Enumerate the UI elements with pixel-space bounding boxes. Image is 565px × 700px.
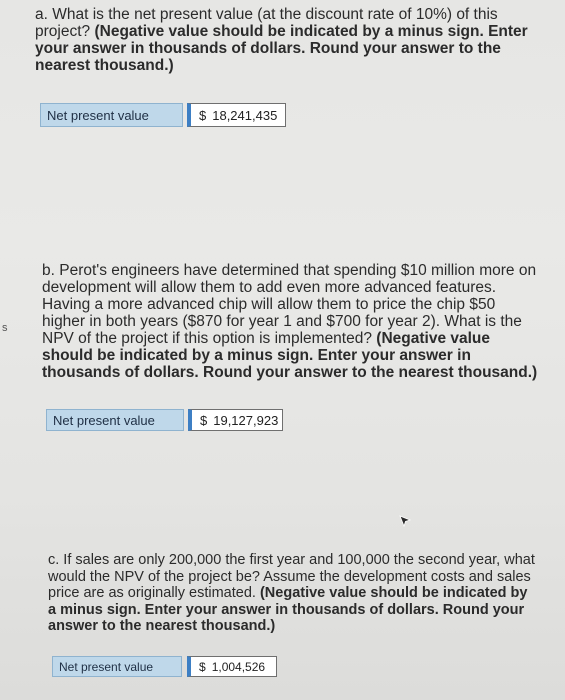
answer-row-b — [46, 409, 283, 431]
edge-mark: s — [2, 322, 8, 334]
answer-row-c — [52, 656, 277, 677]
question-c — [48, 552, 538, 635]
question-a — [35, 6, 545, 74]
currency-symbol: $ — [199, 659, 206, 674]
answer-row-a — [40, 103, 286, 127]
npv-value-c: 1,004,526 — [211, 659, 266, 674]
question-a-text: a. What is the net present value (at the discount rate of 10%) of this project? — [35, 6, 498, 40]
npv-label-c: Net present value — [52, 656, 182, 677]
npv-value-b: 19,127,923 — [213, 412, 279, 428]
question-c-instructions: (Negative value should be indicated by a minus sign. Enter your answer in thousands of dollars. Round your answer to the nearest thousand.) — [48, 585, 528, 634]
npv-label-b: Net present value — [46, 409, 184, 431]
question-b-text: b. Perot's engineers have determined that spending $10 million more on development will allow them to add even more advanced features. Having a more advanced chip will allow them to price the chip $50 higher in both years ($870 for year 1 and $700 for year 2). What is the NPV of the project if this option is implemented? — [42, 262, 537, 347]
question-c-text: c. If sales are only 200,000 the first year and 100,000 the second year, what would the NPV of the project be? Assume the development costs and sales price are as originally estimated. — [48, 552, 535, 601]
question-a-instructions: (Negative value should be indicated by a minus sign. Enter your answer in thousands of dollars. Round your answer to the nearest thousand.) — [35, 23, 528, 74]
npv-input-b[interactable] — [188, 409, 283, 431]
npv-label-a: Net present value — [40, 103, 183, 127]
npv-value-a: 18,241,435 — [212, 107, 278, 123]
npv-input-a[interactable] — [187, 103, 286, 127]
npv-input-c[interactable] — [187, 656, 277, 677]
currency-symbol: $ — [199, 107, 207, 123]
currency-symbol: $ — [200, 412, 208, 428]
question-b — [42, 262, 542, 381]
mouse-pointer-icon — [398, 514, 412, 528]
question-b-instructions: (Negative value should be indicated by a minus sign. Enter your answer in thousands of dollars. Round your answer to the nearest thousand.) — [42, 330, 538, 381]
